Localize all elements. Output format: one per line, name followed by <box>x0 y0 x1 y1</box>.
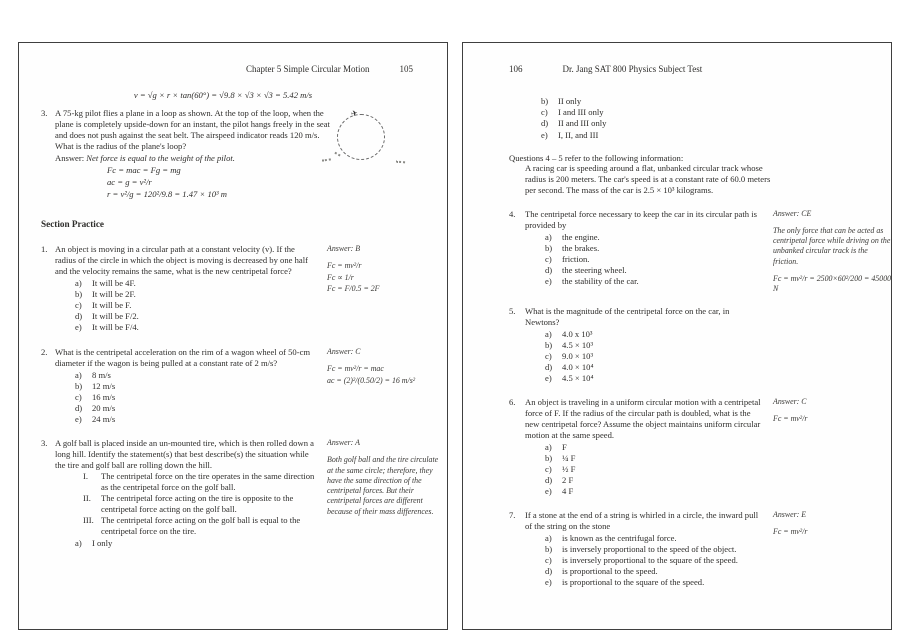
solution-formula: Fc = mv²/r <box>773 526 808 536</box>
section-practice-heading: Section Practice <box>41 219 105 229</box>
question-text: The centripetal force necessary to keep the car in its circular path is provided by <box>525 208 757 230</box>
solution-formula: Fc = mac = Fg = mg <box>107 165 181 175</box>
option-letter: b) <box>75 289 83 299</box>
chapter-title: Chapter 5 Simple Circular Motion <box>246 64 370 74</box>
answer-column <box>773 510 893 538</box>
option-letter: e) <box>545 485 552 496</box>
option-text: 8 m/s <box>92 370 111 380</box>
option-letter: b) <box>545 452 553 463</box>
option-d <box>545 566 763 577</box>
option-letter: e) <box>541 129 548 140</box>
option-text: is known as the centrifugal force. <box>562 532 677 543</box>
solution-formula: Fc = F/0.5 = 2F <box>327 283 380 293</box>
option-letter: c) <box>75 392 82 402</box>
solution-formula: ac = (2)²/(0.50/2) = 16 m/s² <box>327 375 416 385</box>
option-text: is proportional to the speed. <box>562 565 658 576</box>
option-letter: e) <box>545 576 552 587</box>
answer-label: Answer: C <box>773 396 807 406</box>
option-letter: d) <box>75 403 83 413</box>
option-letter: b) <box>545 242 553 253</box>
question-number: 6. <box>509 396 516 407</box>
option-letter: c) <box>75 300 82 310</box>
question-number: 5. <box>509 305 516 316</box>
statement-3 <box>83 515 317 537</box>
option-c <box>75 300 317 311</box>
question-text: An object is moving in a circular path at a constant velocity (v). If the radius of the circle in which the object is moving is decreased by one half and the velocity remains the same, what is the new centripetal force? <box>55 244 308 276</box>
question-6 <box>463 397 891 497</box>
book-page-left <box>18 42 448 630</box>
left-page-header <box>19 64 447 74</box>
option-list <box>545 533 763 588</box>
option-d <box>545 475 763 486</box>
plane-icon: ✈ <box>350 108 359 119</box>
answer-label: Answer: A <box>327 438 360 447</box>
option-text: friction. <box>562 253 590 264</box>
right-page-header <box>463 64 891 74</box>
option-text: is inversely proportional to the square of the speed. <box>562 554 738 565</box>
statement-text: The centripetal force acting on the golf ball is equal to the centripetal force on the tire. <box>101 515 301 536</box>
option-text: the stability of the car. <box>562 275 639 286</box>
answer-explanation: Both golf ball and the tire circulate at the same circle; therefore, they have the same direction of the centripetal forces. But their centripetal forces are different because of their mass differences. <box>327 455 439 516</box>
statement-text: The centripetal force on the tire operates in the same direction as the centripetal force on the golf ball. <box>101 471 315 492</box>
option-letter: d) <box>545 474 553 485</box>
option-letter: a) <box>545 441 552 452</box>
info-block-heading: Questions 4 – 5 refer to the following information: <box>509 152 684 163</box>
question-number: 1. <box>41 244 48 254</box>
option-letter: c) <box>545 554 552 565</box>
smudge-mark <box>396 161 405 166</box>
option-text: the steering wheel. <box>562 264 627 275</box>
question-number: 3. <box>41 438 48 448</box>
option-a <box>545 329 763 340</box>
option-text: ½ F <box>562 463 576 474</box>
page-number: 105 <box>399 64 413 74</box>
statement-1 <box>83 471 317 493</box>
option-list <box>75 538 317 549</box>
question-4 <box>463 209 891 295</box>
option-list <box>545 329 763 384</box>
solution-formula: Fc = mv²/r = 2500×60²/200 = 45000 N <box>773 274 892 294</box>
question-number: 7. <box>509 509 516 520</box>
option-d <box>75 403 317 414</box>
statement-numeral: I. <box>83 471 89 481</box>
option-text: the brakes. <box>562 242 600 253</box>
option-text: It will be F/4. <box>92 322 139 332</box>
option-text: II only <box>558 96 582 106</box>
option-d <box>545 362 763 373</box>
question-number: 3. <box>41 108 48 118</box>
answer-note: Net force is equal to the weight of the pilot. <box>86 153 235 163</box>
question-number: 2. <box>41 347 48 357</box>
option-list <box>545 232 763 287</box>
option-d <box>541 118 891 129</box>
option-text: I only <box>92 538 113 548</box>
option-text: 4.5 × 10³ <box>562 339 594 350</box>
plane-loop-diagram <box>337 108 385 160</box>
answer-explanation: The only force that can be acted as centripetal force while driving on the unbanked circular track is the friction. <box>773 225 891 266</box>
option-letter: a) <box>75 278 82 288</box>
option-letter: d) <box>545 565 553 576</box>
answer-column <box>773 209 893 295</box>
answer-column <box>773 397 893 425</box>
statement-numeral: II. <box>83 493 91 503</box>
option-letter: e) <box>545 275 552 286</box>
option-letter: c) <box>545 463 552 474</box>
answer-label: Answer: CE <box>773 208 812 218</box>
question-5 <box>463 306 891 384</box>
question-text: A golf ball is placed inside an un-mounted tire, which is then rolled down a long hill. Identify the statement(s) that best describe(s) the situation while the tire and golf ball are rolling down the hill. <box>55 438 314 470</box>
option-e <box>545 577 763 588</box>
option-e <box>545 276 763 287</box>
option-text: is inversely proportional to the speed of the object. <box>562 543 737 554</box>
option-b <box>541 96 891 107</box>
option-b <box>545 453 763 464</box>
option-letter: a) <box>545 328 552 339</box>
carryover-option-list <box>463 96 891 141</box>
option-text: II and III only <box>558 118 607 129</box>
question-2 <box>19 347 447 425</box>
option-c <box>545 464 763 475</box>
solution-formula: Fc ∝ 1/r <box>327 272 354 282</box>
option-text: It will be F/2. <box>92 311 139 321</box>
option-text: 4.0 × 10⁴ <box>562 361 594 372</box>
option-letter: d) <box>541 118 549 129</box>
answer-column <box>327 438 439 524</box>
option-text: It will be 2F. <box>92 289 136 299</box>
answer-label: Answer: C <box>327 347 361 356</box>
book-page-right <box>462 42 892 630</box>
question-pilot-loop <box>19 108 447 200</box>
option-letter: a) <box>75 370 82 380</box>
solution-formula: r = v²/g = 120²/9.8 = 1.47 × 10³ m <box>107 189 227 199</box>
option-b <box>545 544 763 555</box>
option-a <box>75 370 317 381</box>
option-text: 20 m/s <box>92 403 116 413</box>
option-text: 24 m/s <box>92 414 116 424</box>
question-text: What is the centripetal acceleration on the rim of a wagon wheel of 50-cm diameter if the wagon is being pulled at a constant rate of 2 m/s? <box>55 347 311 368</box>
option-e <box>75 414 317 425</box>
option-c <box>545 351 763 362</box>
option-letter: e) <box>545 372 552 383</box>
option-letter: d) <box>75 311 83 321</box>
option-d <box>75 311 317 322</box>
option-c <box>541 107 891 118</box>
option-text: It will be F. <box>92 300 132 310</box>
statement-numeral: III. <box>83 515 94 525</box>
option-list <box>75 278 317 333</box>
option-c <box>75 392 317 403</box>
option-text: the engine. <box>562 231 600 242</box>
option-letter: c) <box>545 253 552 264</box>
statement-2 <box>83 493 317 515</box>
info-block-text: A racing car is speeding around a flat, unbanked circular track whose radius is 200 meters. The car's speed is at a constant rate of 60.0 meters per second. The mass of the car is 2.5 × 10³ kilograms. <box>525 162 771 195</box>
option-b <box>75 289 317 300</box>
option-letter: d) <box>545 264 553 275</box>
option-letter: a) <box>545 231 552 242</box>
book-title: Dr. Jang SAT 800 Physics Subject Test <box>562 64 703 74</box>
option-text: F <box>562 441 567 452</box>
answer-label: Answer: B <box>327 244 361 253</box>
question-3 <box>19 438 447 549</box>
option-text: 4 F <box>562 485 574 496</box>
question-text: If a stone at the end of a string is whirled in a circle, the inward pull of the string on the stone <box>525 509 759 531</box>
question-1 <box>19 244 447 333</box>
option-b <box>545 340 763 351</box>
option-letter: b) <box>545 339 553 350</box>
solution-work <box>107 165 331 200</box>
option-text: I, II, and III <box>558 129 599 140</box>
page-number: 106 <box>509 64 523 74</box>
option-text: It will be 4F. <box>92 278 136 288</box>
answer-column <box>327 347 439 386</box>
question-text: An object is traveling in a uniform circular motion with a centripetal force of F. If the radius of the circular path is doubled, what is the new centripetal force? Assume the object maintains uniform circular motion at the same speed. <box>525 396 761 440</box>
option-text: 2 F <box>562 474 574 485</box>
option-a <box>75 538 317 549</box>
question-text: What is the magnitude of the centripetal force on the car, in Newtons? <box>525 305 730 327</box>
option-list <box>545 442 763 497</box>
option-text: 4.5 × 10⁴ <box>562 372 594 383</box>
option-c <box>545 254 763 265</box>
solution-formula: ac = g = v²/r <box>107 177 152 187</box>
option-text: 4.0 x 10³ <box>562 328 593 339</box>
option-a <box>545 442 763 453</box>
option-a <box>545 533 763 544</box>
option-text: I and III only <box>558 107 604 118</box>
question-number: 4. <box>509 208 516 219</box>
option-c <box>545 555 763 566</box>
option-letter: d) <box>545 361 553 372</box>
option-letter: e) <box>75 414 82 424</box>
option-list <box>75 370 317 425</box>
option-e <box>545 486 763 497</box>
solution-formula: Fc = mv²/r <box>327 261 362 271</box>
velocity-formula: v = √g × r × tan(60°) = √9.8 × √3 × √3 = 5.42 m/s <box>133 90 313 100</box>
solution-formula: Fc = mv²/r = mac <box>327 364 384 374</box>
question-7 <box>463 510 891 588</box>
option-d <box>545 265 763 276</box>
answer-line <box>55 153 331 164</box>
option-letter: a) <box>545 532 552 543</box>
option-text: 9.0 × 10³ <box>562 350 594 361</box>
option-text: ¼ F <box>562 452 576 463</box>
option-text: 16 m/s <box>92 392 116 402</box>
option-text: is proportional to the square of the speed. <box>562 576 705 587</box>
solution-formula: Fc = mv²/r <box>773 413 808 423</box>
question-text: A 75-kg pilot flies a plane in a loop as shown. At the top of the loop, when the plane is completely upside-down for an instant, the pilot hangs freely in the seat and does not push against the seat belt. The airspeed indicator reads 120 m/s. What is the radius of the plane's loop? <box>55 108 330 151</box>
answer-label: Answer: E <box>773 509 807 519</box>
option-text: 12 m/s <box>92 381 116 391</box>
option-letter: b) <box>541 96 549 106</box>
answer-prefix: Answer: <box>55 153 85 163</box>
option-b <box>545 243 763 254</box>
option-e <box>75 322 317 333</box>
option-letter: b) <box>75 381 83 391</box>
option-a <box>75 278 317 289</box>
option-letter: e) <box>75 322 82 332</box>
option-e <box>541 130 891 141</box>
option-e <box>545 373 763 384</box>
statement-text: The centripetal force acting on the tire is opposite to the centripetal force acting on the golf ball. <box>101 493 294 514</box>
option-letter: a) <box>75 538 82 548</box>
option-letter: b) <box>545 543 553 554</box>
option-letter: c) <box>545 350 552 361</box>
option-letter: c) <box>541 107 548 118</box>
answer-column <box>327 244 439 294</box>
option-a <box>545 232 763 243</box>
option-b <box>75 381 317 392</box>
